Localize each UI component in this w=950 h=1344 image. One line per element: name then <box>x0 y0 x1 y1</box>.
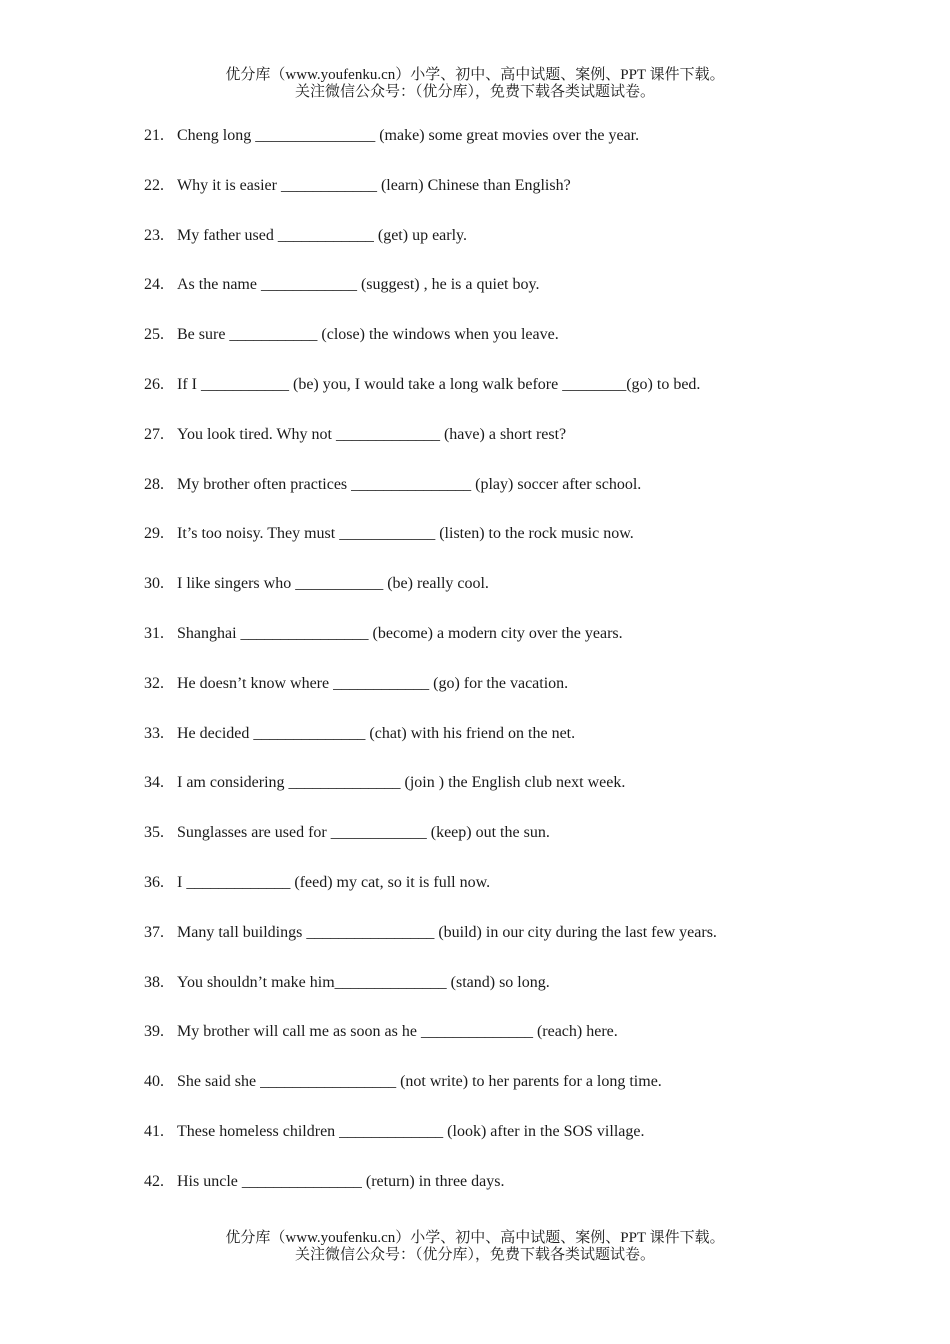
question-item <box>144 273 864 323</box>
question-number: 35. <box>144 824 164 842</box>
question-text: I am considering ______________ (join ) the English club next week. <box>177 774 626 792</box>
question-number: 25. <box>144 326 164 344</box>
question-number: 38. <box>144 973 164 991</box>
question-text: My father used ____________ (get) up early. <box>177 226 467 244</box>
question-item <box>144 124 864 174</box>
question-item <box>144 672 864 722</box>
header-line-2: 关注微信公众号：（优分库），免费下载各类试题试卷。 <box>294 84 655 100</box>
question-text: Shanghai ________________ (become) a modern city over the years. <box>177 624 623 642</box>
footer-line-1: 优分库（www.youfenku.cn）小学、初中、高中试题、案例、PPT 课件下载。 <box>225 1230 725 1246</box>
question-number: 27. <box>144 425 164 443</box>
question-text: My brother will call me as soon as he ______________ (reach) here. <box>177 1023 618 1041</box>
question-item <box>144 1120 864 1170</box>
question-item <box>144 921 864 971</box>
question-item <box>144 622 864 672</box>
question-item <box>144 572 864 622</box>
question-item <box>144 1170 864 1220</box>
header-line-1: 优分库（www.youfenku.cn）小学、初中、高中试题、案例、PPT 课件下载。 <box>225 67 725 83</box>
question-item <box>144 473 864 523</box>
question-number: 24. <box>144 276 164 294</box>
question-number: 29. <box>144 525 164 543</box>
question-number: 23. <box>144 226 164 244</box>
question-text: It’s too noisy. They must ____________ (listen) to the rock music now. <box>177 525 634 543</box>
question-item <box>144 1020 864 1070</box>
question-item <box>144 971 864 1021</box>
question-number: 33. <box>144 724 164 742</box>
question-number: 39. <box>144 1023 164 1041</box>
question-item <box>144 821 864 871</box>
question-number: 26. <box>144 375 164 393</box>
question-text: I _____________ (feed) my cat, so it is full now. <box>177 873 491 891</box>
question-item <box>144 722 864 772</box>
question-item <box>144 871 864 921</box>
question-number: 28. <box>144 475 164 493</box>
question-text: He doesn’t know where ____________ (go) for the vacation. <box>177 674 569 692</box>
question-text: I like singers who ___________ (be) really cool. <box>177 575 489 593</box>
question-text: If I ___________ (be) you, I would take a long walk before ________(go) to bed. <box>177 375 701 393</box>
question-number: 31. <box>144 624 164 642</box>
question-number: 22. <box>144 176 164 194</box>
question-item <box>144 423 864 473</box>
question-text: Why it is easier ____________ (learn) Chinese than English? <box>177 176 571 194</box>
question-text: These homeless children _____________ (look) after in the SOS village. <box>177 1122 645 1140</box>
question-list <box>144 124 864 1220</box>
question-number: 30. <box>144 575 164 593</box>
page-footer <box>0 1230 950 1264</box>
question-text: His uncle _______________ (return) in three days. <box>177 1172 505 1190</box>
question-text: Sunglasses are used for ____________ (keep) out the sun. <box>177 824 550 842</box>
question-number: 40. <box>144 1073 164 1091</box>
question-text: Cheng long _______________ (make) some great movies over the year. <box>177 127 640 144</box>
question-number: 37. <box>144 923 164 941</box>
question-text: She said she _________________ (not write) to her parents for a long time. <box>177 1073 662 1091</box>
question-text: Be sure ___________ (close) the windows when you leave. <box>177 326 559 344</box>
question-text: He decided ______________ (chat) with his friend on the net. <box>177 724 576 742</box>
question-item <box>144 1070 864 1120</box>
question-number: 41. <box>144 1122 164 1140</box>
question-text: My brother often practices _______________ (play) soccer after school. <box>177 475 642 493</box>
question-item <box>144 373 864 423</box>
question-item <box>144 771 864 821</box>
question-item <box>144 174 864 224</box>
question-number: 32. <box>144 674 164 692</box>
question-text: Many tall buildings ________________ (build) in our city during the last few years. <box>177 923 717 941</box>
footer-line-2: 关注微信公众号：（优分库），免费下载各类试题试卷。 <box>294 1247 655 1263</box>
question-item <box>144 323 864 373</box>
page-header <box>0 67 950 101</box>
question-number: 21. <box>144 127 164 144</box>
question-item <box>144 522 864 572</box>
question-item <box>144 224 864 274</box>
question-text: As the name ____________ (suggest) , he is a quiet boy. <box>177 276 540 294</box>
question-number: 42. <box>144 1172 164 1190</box>
question-text: You shouldn’t make him______________ (stand) so long. <box>177 973 550 991</box>
question-text: You look tired. Why not _____________ (have) a short rest? <box>177 425 567 443</box>
question-number: 36. <box>144 873 164 891</box>
question-number: 34. <box>144 774 164 792</box>
